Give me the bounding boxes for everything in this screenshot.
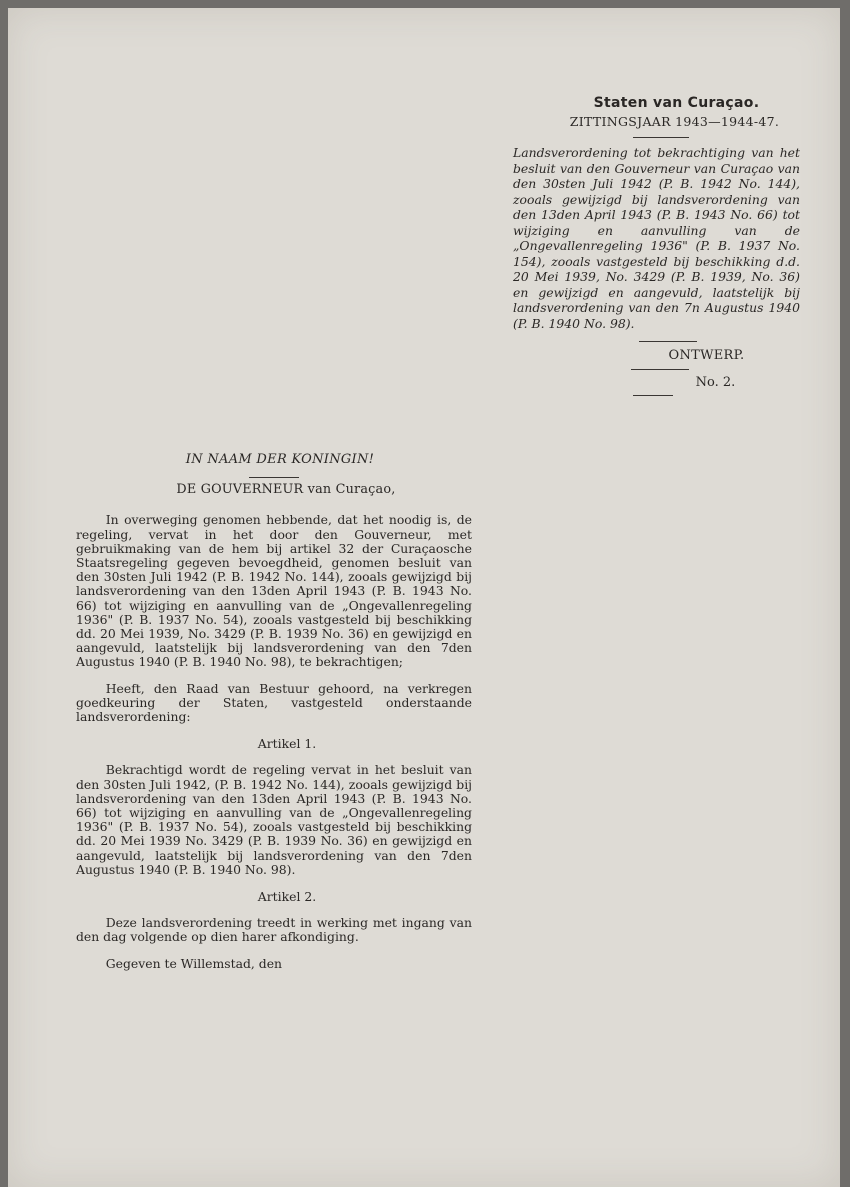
article-1-text: Bekrachtigd wordt de regeling vervat in het besluit van den 30sten Juli 1942, (P. B. 1942 No. 144), zooals gewijzigd bij landsverordening van den 13den April 1943 (P. B. 1943 No. 66) tot wijziging en aanvulling van de „Ongevallenregeling 1936" (P. B. 1937 No. 54), zooals vastgesteld bij beschikking dd. 20 Mei 1939 No. 3429 (P. B. 1939 No. 36) en gewijzigd en aangevuld, laatstelijk bij landsverordening van den 7den Augustus 1940 (P. B. 1940 No. 98).: [76, 762, 472, 877]
article-1-heading: Artikel 1.: [257, 736, 317, 752]
article-2-heading: Artikel 2.: [257, 889, 317, 905]
divider: [631, 369, 689, 370]
enactment-paragraph: Heeft, den Raad van Bestuur gehoord, na verkregen goedkeuring der Staten, vastgesteld onderstaande landsverordening:: [76, 680, 472, 725]
article-2-text: Deze landsverordening treedt in werking met ingang van den dag volgende op dien harer afkondiging.: [76, 915, 472, 945]
invocation: IN NAAM DER KONINGIN!: [185, 452, 375, 467]
draft-label: ONTWERP.: [668, 348, 745, 363]
ordinance-body: [76, 453, 472, 971]
divider: [639, 341, 697, 342]
divider: [249, 477, 299, 478]
document-page: [8, 8, 840, 1187]
ordinance-subject: Landsverordening tot bekrachtiging van het besluit van den Gouverneur van Curaçao van den 30sten Juli 1942 (P. B. 1942 No. 144), zooals gewijzigd bij landsverordening van den 13den April 1943 (P. B. 1943 No. 66) tot wijziging en aanvulling van de „Ongevallenregeling 1936" (P. B. 1937 No. 154), zooals vastgesteld bij beschikking d.d. 20 Mei 1939, No. 3429 (P. B. 1939, No. 36) en gewijzigd en aangevuld, laatstelijk bij landsverordening van den 7n Augustus 1940 (P. B. 1940 No. 98).: [513, 145, 800, 331]
assembly-title: Staten van Curaçao.: [593, 95, 760, 111]
preamble-paragraph: In overweging genomen hebbende, dat het noodig is, de regeling, vervat in het door den Gouverneur, met gebruikmaking van de hem bij artikel 32 der Curaçaosche Staatsregeling gegeven bevoegdheid, genomen besluit van den 30sten Juli 1942 (P. B. 1942 No. 144), zooals gewijzigd bij landsverordening van den 13den April 1943 (P. B. 1943 No. 66) tot wijziging en aanvulling van de „Ongevallenregeling 1936" (P. B. 1937 No. 54), zooals vastgesteld bij beschikking dd. 20 Mei 1939, No. 3429 (P. B. 1939 No. 36) en gewijzigd en aangevuld, laatstelijk bij landsverordening van den 7den Augustus 1940 (P. B. 1940 No. 98), te bekrachtigen;: [76, 512, 472, 670]
divider: [633, 395, 673, 396]
header-block: [513, 95, 800, 396]
issuer: DE GOUVERNEUR van Curaçao,: [176, 482, 396, 498]
divider: [633, 137, 689, 138]
given-at-line: Gegeven te Willemstad, den: [105, 955, 283, 971]
session-year: ZITTINGSJAAR 1943—1944-47.: [569, 114, 780, 129]
draft-number: No. 2.: [695, 375, 736, 390]
